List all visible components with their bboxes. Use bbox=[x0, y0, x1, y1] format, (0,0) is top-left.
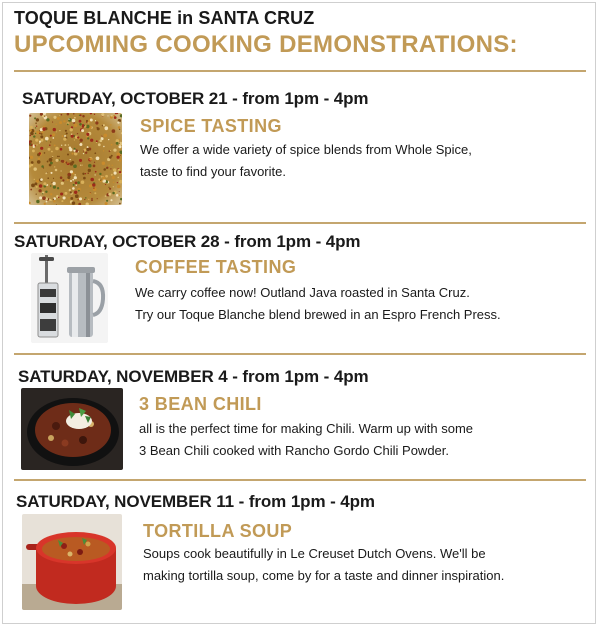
description-line: taste to find your favorite. bbox=[140, 164, 286, 179]
event-date-heading: SATURDAY, NOVEMBER 11 - from 1pm - 4pm bbox=[16, 492, 375, 511]
event-description bbox=[139, 418, 473, 462]
event-title: SPICE TASTING bbox=[140, 116, 282, 136]
dutch-oven-soup-image bbox=[22, 514, 122, 610]
description-line: all is the perfect time for making Chili. Warm up with some bbox=[139, 421, 474, 436]
event-title: COFFEE TASTING bbox=[135, 257, 297, 277]
event-title: TORTILLA SOUP bbox=[143, 521, 293, 541]
description-line: Try our Toque Blanche blend brewed in an Espro French Press. bbox=[135, 307, 501, 322]
divider bbox=[14, 353, 586, 355]
description-line: We carry coffee now! Outland Java roasted in Santa Cruz. bbox=[135, 285, 470, 300]
event-title: 3 BEAN CHILI bbox=[139, 394, 262, 414]
description-line: making tortilla soup, come by for a taste and dinner inspiration. bbox=[143, 568, 505, 583]
event-description bbox=[140, 139, 472, 183]
event-date-heading: SATURDAY, OCTOBER 28 - from 1pm - 4pm bbox=[14, 232, 361, 251]
event-description bbox=[143, 543, 504, 587]
divider bbox=[14, 222, 586, 224]
event-description bbox=[135, 282, 501, 326]
divider bbox=[14, 70, 586, 72]
divider bbox=[14, 479, 586, 481]
spice-blend-image bbox=[29, 113, 122, 205]
chili-bowl-image bbox=[21, 388, 123, 470]
description-line: 3 Bean Chili cooked with Rancho Gordo Chili Powder. bbox=[139, 443, 450, 458]
page-title: UPCOMING COOKING DEMONSTRATIONS: bbox=[14, 31, 518, 58]
description-line: Soups cook beautifully in Le Creuset Dutch Ovens. We'll be bbox=[143, 546, 486, 561]
description-line: We offer a wide variety of spice blends from Whole Spice, bbox=[140, 142, 472, 157]
event-date-heading: SATURDAY, NOVEMBER 4 - from 1pm - 4pm bbox=[18, 367, 369, 386]
french-press-image bbox=[31, 253, 108, 343]
event-date-heading: SATURDAY, OCTOBER 21 - from 1pm - 4pm bbox=[22, 89, 369, 108]
store-title: TOQUE BLANCHE in SANTA CRUZ bbox=[14, 8, 315, 28]
